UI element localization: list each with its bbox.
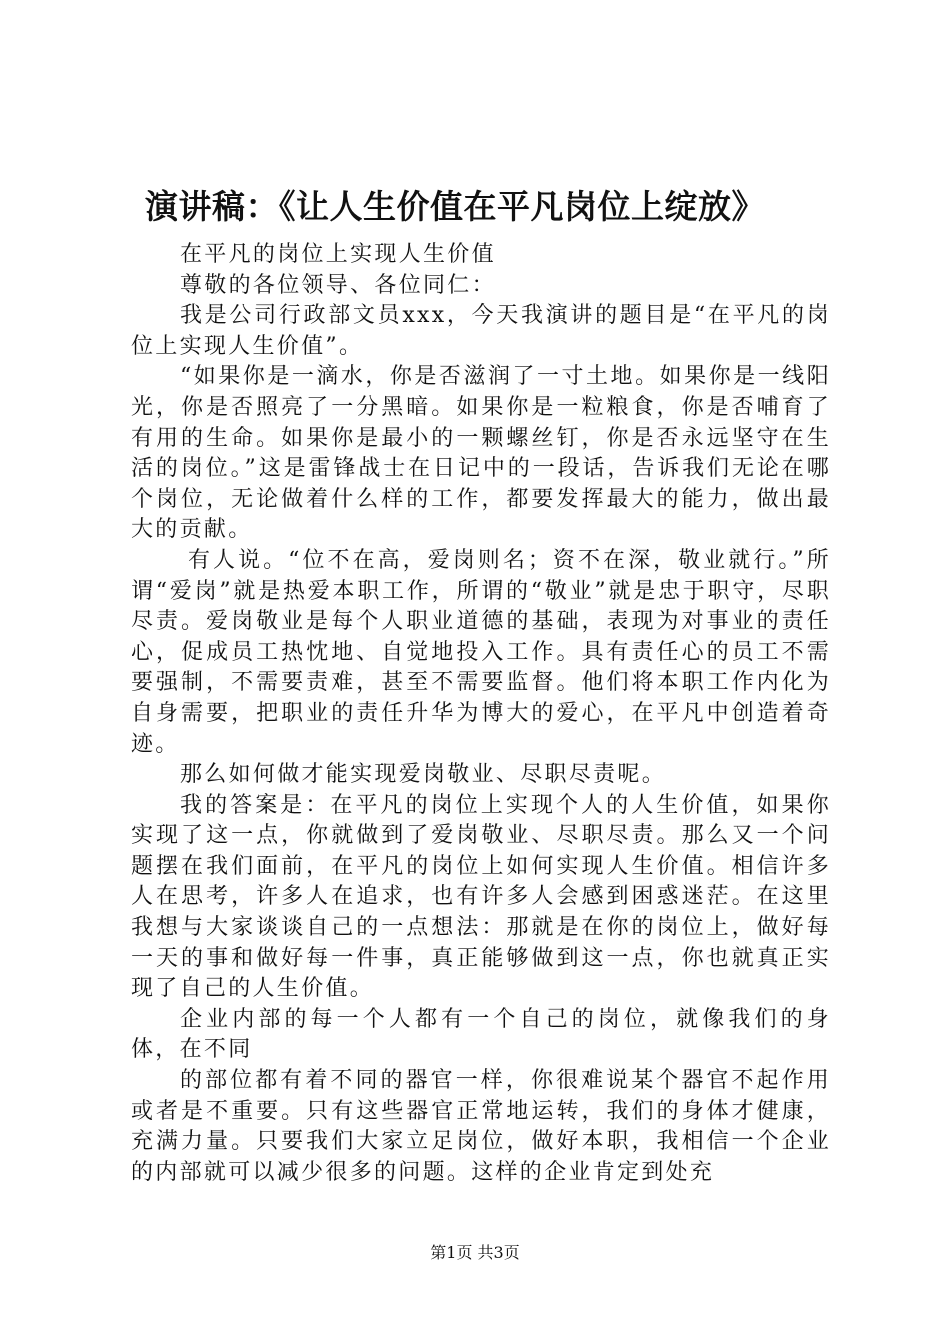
document-body xyxy=(131,240,831,1188)
document-title: 演讲稿：《让人生价值在平凡岗位上绽放》 xyxy=(145,187,765,226)
paragraph: 有人说。“位不在高，爱岗则名；资不在深，敬业就行。”所谓“爱岗”就是热爱本职工作，所谓的“敬业”就是忠于职守，尽职尽责。爱岗敬业是每个人职业道德的基础，表现为对事业的责任心，促成员工热忱地、自觉地投入工作。具有责任心的员工不需要强制，不需要责难，甚至不需要监督。他们将本职工作内化为自身需要，把职业的责任升华为博大的爱心，在平凡中创造着奇迹。 xyxy=(131,547,831,757)
paragraph: 我是公司行政部文员xxx，今天我演讲的题目是“在平凡的岗位上实现人生价值”。 xyxy=(131,303,831,359)
page-number-footer: 第1页 共3页 xyxy=(430,1243,520,1262)
paragraph: 在平凡的岗位上实现人生价值 xyxy=(180,242,496,267)
paragraph: 尊敬的各位领导、各位同仁： xyxy=(180,272,496,298)
paragraph: 那么如何做才能实现爱岗敬业、尽职尽责呢。 xyxy=(180,762,667,788)
paragraph: “如果你是一滴水，你是否滋润了一寸土地。如果你是一线阳光，你是否照亮了一分黑暗。如果你是一粒粮食，你是否哺育了有用的生命。如果你是最小的一颗螺丝钉，你是否永远坚守在生活的岗位。”这是雷锋战士在日记中的一段话，告诉我们无论在哪个岗位，无论做着什么样的工作，都要发挥最大的能力，做出最大的贡献。 xyxy=(131,364,831,543)
paragraph: 企业内部的每一个人都有一个自己的岗位，就像我们的身体，在不同 xyxy=(131,1006,831,1063)
paragraph: 的部位都有着不同的器官一样，你很难说某个器官不起作用或者是不重要。只有这些器官正常地运转，我们的身体才健康，充满力量。只要我们大家立足岗位，做好本职，我相信一个企业的内部就可以减少很多的问题。这样的企业肯定到处充 xyxy=(131,1068,831,1185)
paragraph: 我的答案是：在平凡的岗位上实现个人的人生价值，如果你实现了这一点，你就做到了爱岗敬业、尽职尽责。那么又一个问题摆在我们面前，在平凡的岗位上如何实现人生价值。相信许多人在思考，许多人在追求，也有许多人会感到困惑迷茫。在这里我想与大家谈谈自己的一点想法：那就是在你的岗位上，做好每一天的事和做好每一件事，真正能够做到这一点，你也就真正实现了自己的人生价值。 xyxy=(131,792,831,1002)
